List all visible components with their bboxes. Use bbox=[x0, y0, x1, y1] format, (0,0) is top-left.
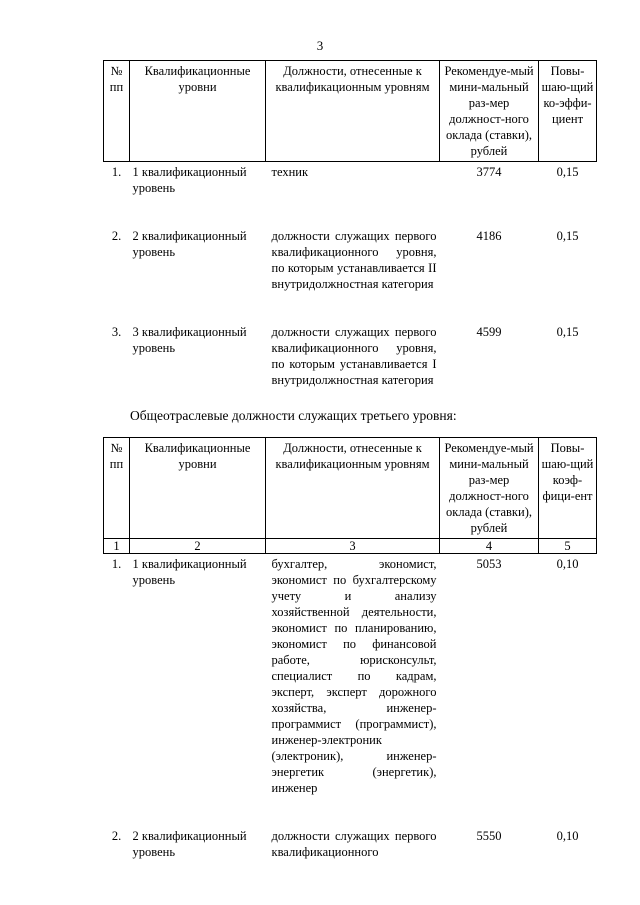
header-num: № пп bbox=[104, 438, 130, 539]
row-salary: 4599 bbox=[476, 325, 502, 339]
table-row bbox=[104, 554, 597, 827]
row-coefficient: 0,10 bbox=[556, 557, 579, 571]
row-positions: должности служащих первого квалификационного уровня, по которым устанавливается II внутридолжностная категория bbox=[271, 229, 437, 291]
header-salary: Рекомендуе-мый мини-мальный раз-мер должност-ного оклада (ставки), рублей bbox=[440, 61, 539, 162]
header-salary: Рекомендуе-мый мини-мальный раз-мер должност-ного оклада (ставки), рублей bbox=[440, 438, 539, 539]
row-number: 1. bbox=[111, 165, 122, 179]
table-row bbox=[104, 826, 597, 890]
header-num: № пп bbox=[104, 61, 130, 162]
column-number: 5 bbox=[539, 539, 597, 554]
row-number: 2. bbox=[111, 229, 122, 243]
section-caption: Общеотраслевые должности служащих третьего уровня: bbox=[130, 408, 457, 423]
table-row bbox=[104, 322, 597, 418]
row-coefficient: 0,10 bbox=[556, 829, 579, 843]
column-number: 3 bbox=[266, 539, 440, 554]
row-number: 2. bbox=[111, 829, 122, 843]
header-positions: Должности, отнесенные к квалификационным уровням bbox=[266, 61, 440, 162]
row-level: 1 квалификационный уровень bbox=[132, 557, 247, 587]
header-positions: Должности, отнесенные к квалификационным уровням bbox=[266, 438, 440, 539]
row-positions: должности служащих первого квалификационного bbox=[271, 829, 437, 859]
header-levels: Квалификационные уровни bbox=[130, 61, 266, 162]
row-number: 1. bbox=[111, 557, 122, 571]
row-positions: должности служащих первого квалификационного уровня, по которым устанавливается I внутридолжностная категория bbox=[271, 325, 437, 387]
row-coefficient: 0,15 bbox=[556, 229, 579, 243]
row-positions: техник bbox=[271, 165, 309, 179]
table-row bbox=[104, 162, 597, 227]
column-number: 4 bbox=[440, 539, 539, 554]
table-row bbox=[104, 226, 597, 322]
header-coefficient: Повы-шаю-щий ко-эффи-циент bbox=[539, 61, 597, 162]
header-levels: Квалификационные уровни bbox=[130, 438, 266, 539]
row-salary: 5550 bbox=[476, 829, 502, 843]
salary-table-second-level bbox=[103, 60, 597, 418]
row-salary: 4186 bbox=[476, 229, 502, 243]
header-coefficient: Повы-шаю-щий коэф-фици-ент bbox=[539, 438, 597, 539]
row-number: 3. bbox=[111, 325, 122, 339]
row-salary: 3774 bbox=[476, 165, 502, 179]
page-number: 3 bbox=[316, 38, 324, 53]
column-number: 1 bbox=[104, 539, 130, 554]
row-salary: 5053 bbox=[476, 557, 502, 571]
row-level: 2 квалификационный уровень bbox=[132, 829, 247, 859]
row-level: 3 квалификационный уровень bbox=[132, 325, 247, 355]
row-coefficient: 0,15 bbox=[556, 325, 579, 339]
row-positions: бухгалтер, экономист, экономист по бухгалтерскому учету и анализу хозяйственной деятельности, экономист по планированию, экономист по финансовой работе, юрисконсульт, специалист по кадрам, эксперт, эксперт дорожного хозяйства, инженер-программист (программист), инженер-электроник (электроник), инженер-энергетик (энергетик), инженер bbox=[271, 557, 437, 795]
row-level: 2 квалификационный уровень bbox=[132, 229, 247, 259]
row-coefficient: 0,15 bbox=[556, 165, 579, 179]
salary-table-third-level bbox=[103, 437, 597, 890]
column-number: 2 bbox=[130, 539, 266, 554]
row-level: 1 квалификационный уровень bbox=[132, 165, 247, 195]
